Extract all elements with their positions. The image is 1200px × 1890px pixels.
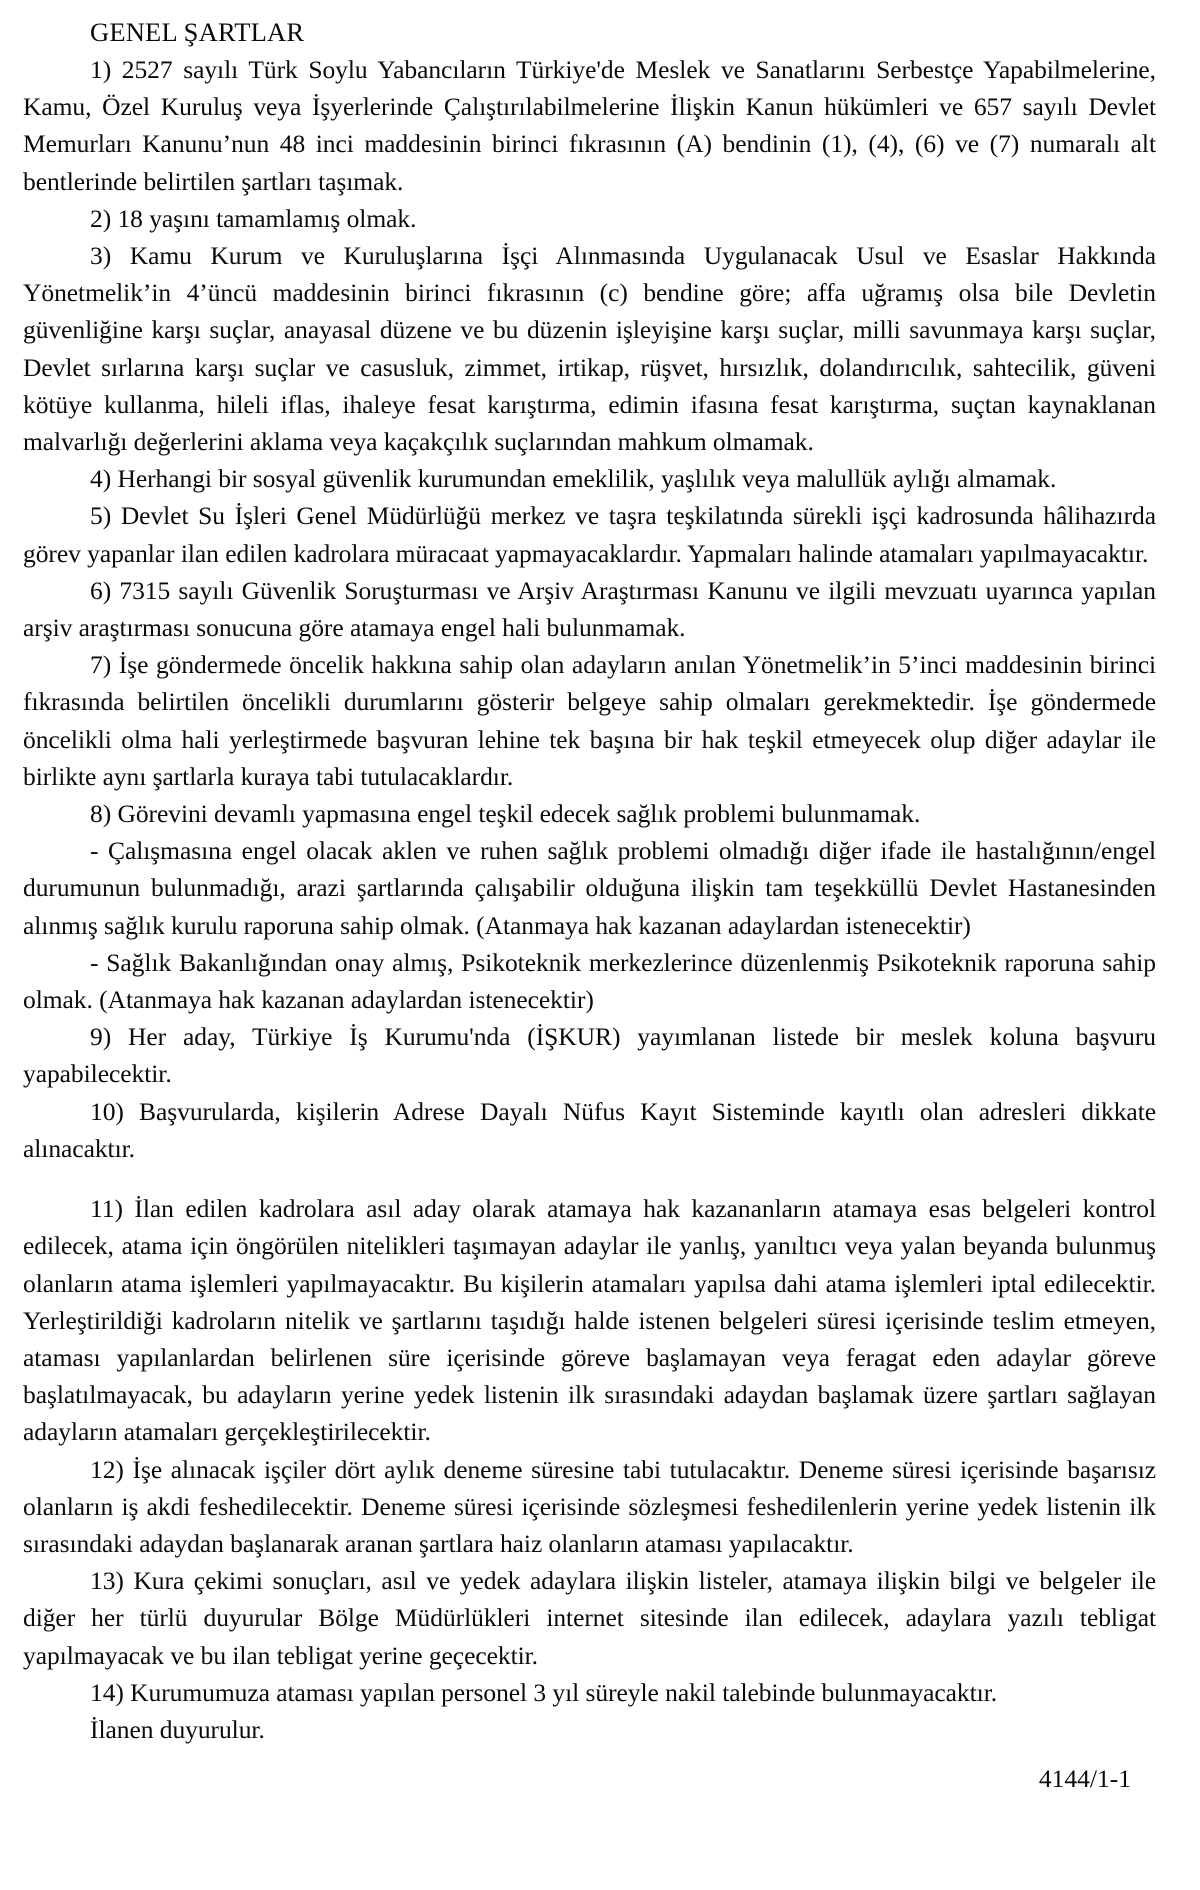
paragraph-8: 8) Görevini devamlı yapmasına engel teşkil edecek sağlık problemi bulunmamak. bbox=[90, 799, 921, 829]
paragraph-5: 5) Devlet Su İşleri Genel Müdürlüğü merkez ve taşra teşkilatında sürekli işçi kadrosunda hâlihazırda görev yapanlar ilan edilen kadrolara müracaat yapmayacaklardır. Yapmaları halinde atamaları yapılmayacaktır. bbox=[23, 501, 1156, 568]
paragraph-4: 4) Herhangi bir sosyal güvenlik kurumundan emeklilik, yaşlılık veya malullük aylığı almamak. bbox=[90, 464, 1057, 494]
footer-reference-number: 4144/1-1 bbox=[1038, 1764, 1131, 1794]
document-body bbox=[23, 14, 1156, 1797]
closing-statement: İlanen duyurulur. bbox=[90, 1714, 265, 1744]
paragraph-11: 11) İlan edilen kadrolara asıl aday olarak atamaya hak kazananların atamaya esas belgeleri kontrol edilecek, atama için öngörülen nitelikleri taşımayan adaylar ile yanlış, yanıltıcı veya yalan beyanda bulunmuş olanların atama işlemleri yapılmayacaktır. Bu kişilerin atamaları yapılsa dahi atama işlemleri iptal edilecektir. Yerleştirildiği kadroların nitelik ve şartlarını taşıdığı halde istenen belgeleri süresi içerisinde teslim etmeyen, ataması yapılanlardan belirlenen süre içerisinde göreve başlamayan veya feragat eden adaylar göreve başlatılmayacak, bu adayların yerine yedek listenin ilk sırasındaki adaydan başlamak üzere şartları sağlayan adayların atamaları gerçekleştirilecektir. bbox=[23, 1194, 1156, 1447]
page-title: GENEL ŞARTLAR bbox=[90, 17, 305, 47]
paragraph-10: 10) Başvurularda, kişilerin Adrese Dayalı Nüfus Kayıt Sisteminde kayıtlı olan adresleri dikkate alınacaktır. bbox=[23, 1096, 1156, 1163]
paragraph-12: 12) İşe alınacak işçiler dört aylık deneme süresine tabi tutulacaktır. Deneme süresi içerisinde başarısız olanların iş akdi feshedilecektir. Deneme süresi içerisinde sözleşmesi feshedilenlerin yerine yedek listenin ilk sırasındaki adaydan başlanarak aranan şartlara haiz olanların ataması yapılacaktır. bbox=[23, 1454, 1156, 1558]
paragraph-1: 1) 2527 sayılı Türk Soylu Yabancıların Türkiye'de Meslek ve Sanatlarını Serbestçe Yapabilmelerine, Kamu, Özel Kuruluş veya İşyerlerinde Çalıştırılabilmelerine İlişkin Kanun hükümleri ve 657 sayılı Devlet Memurları Kanunu’nun 48 inci maddesinin birinci fıkrasının (A) bendinin (1), (4), (6) ve (7) numaralı alt bentlerinde belirtilen şartları taşımak. bbox=[23, 55, 1156, 196]
paragraph-9: 9) Her aday, Türkiye İş Kurumu'nda (İŞKUR) yayımlanan listede bir meslek koluna başvuru yapabilecektir. bbox=[23, 1022, 1156, 1089]
paragraph-3: 3) Kamu Kurum ve Kuruluşlarına İşçi Alınmasında Uygulanacak Usul ve Esaslar Hakkında Yönetmelik’in 4’üncü maddesinin birinci fıkrasının (c) bendine göre; affa uğramış olsa bile Devletin güvenliğine karşı suçlar, anayasal düzene ve bu düzenin işleyişine karşı suçlar, milli savunmaya karşı suçlar, Devlet sırlarına karşı suçlar ve casusluk, zimmet, irtikap, rüşvet, hırsızlık, dolandırıcılık, sahtecilik, güveni kötüye kullanma, hileli iflas, ihaleye fesat karıştırma, edimin ifasına fesat karıştırma, suçtan kaynaklanan malvarlığı değerlerini aklama veya kaçakçılık suçlarından mahkum olmamak. bbox=[23, 241, 1156, 457]
paragraph-8-bullet-1: - Çalışmasına engel olacak aklen ve ruhen sağlık problemi olmadığı diğer ifade ile hastalığının/engel durumunun bulunmadığı, arazi şartlarında çalışabilir olduğuna ilişkin tam teşekküllü Devlet Hastanesinden alınmış sağlık kurulu raporuna sahip olmak. (Atanmaya hak kazanan adaylardan istenecektir) bbox=[23, 836, 1156, 940]
paragraph-14: 14) Kurumumuza ataması yapılan personel 3 yıl süreyle nakil talebinde bulunmayacaktır. bbox=[90, 1677, 998, 1707]
paragraph-13: 13) Kura çekimi sonuçları, asıl ve yedek adaylara ilişkin listeler, atamaya ilişkin bilgi ve belgeler ile diğer her türlü duyurular Bölge Müdürlükleri internet sitesinde ilan edilecek, adaylara yazılı tebligat yapılmayacak ve bu ilan tebligat yerine geçecektir. bbox=[23, 1566, 1156, 1670]
paragraph-6: 6) 7315 sayılı Güvenlik Soruşturması ve Arşiv Araştırması Kanunu ve ilgili mevzuatı uyarınca yapılan arşiv araştırması sonucuna göre atamaya engel hali bulunmamak. bbox=[23, 575, 1156, 643]
paragraph-2: 2) 18 yaşını tamamlamış olmak. bbox=[90, 203, 417, 233]
paragraph-8-bullet-2: - Sağlık Bakanlığından onay almış, Psikoteknik merkezlerince düzenlenmiş Psikoteknik raporuna sahip olmak. (Atanmaya hak kazanan adaylardan istenecektir) bbox=[23, 947, 1156, 1015]
paragraph-7: 7) İşe göndermede öncelik hakkına sahip olan adayların anılan Yönetmelik’in 5’inci maddesinin birinci fıkrasında belirtilen öncelikli durumlarını gösterir belgeye sahip olmaları gerekmektedir. İşe göndermede öncelikli olma hali yerleştirmede başvuran lehine tek başına bir hak teşkil etmeyecek olup diğer adaylar ile birlikte aynı şartlarla kuraya tabi tutulacaklardır. bbox=[23, 650, 1156, 791]
